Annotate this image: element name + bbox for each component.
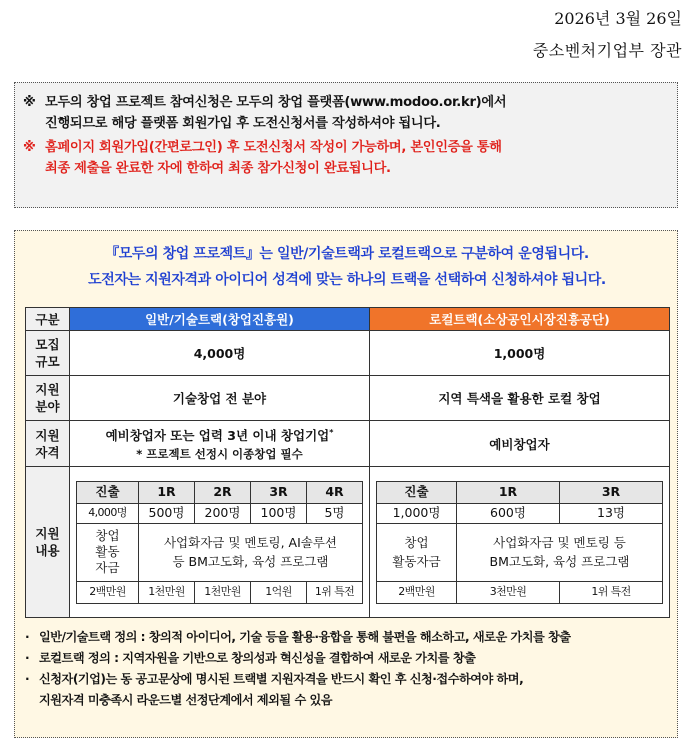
local-content: [370, 467, 670, 618]
activity-description: 사업화자금 및 멘토링 등 BM고도화, 육성 프로그램: [457, 523, 663, 581]
intro-text: 『모두의 창업 프로젝트』는 일반/기술트랙과 로컬트랙으로 구분하여 운영됩니다. 도전자는 지원자격과 아이디어 성격에 맞는 하나의 트랙을 선택하여 신청하셔야 됩니다.: [88, 246, 606, 288]
local-stage-table: [376, 481, 663, 604]
stage-header: 1R: [457, 481, 560, 503]
row-label-eligibility: 지원 자격: [26, 421, 70, 467]
stage-fund-row: [77, 581, 363, 603]
stage-count: 100명: [251, 503, 307, 523]
local-eligibility: 예비창업자: [370, 421, 670, 467]
general-content: [70, 467, 370, 618]
stage-count-row: [77, 503, 363, 523]
notice-box: [14, 82, 678, 208]
footnotes: [25, 627, 673, 711]
notice-warning-text: 홈페이지 회원가입(간편로그인) 후 도전신청서 작성이 가능하며, 본인인증을 통해 최종 제출을 완료한 자에 한하여 최종 참가신청이 완료됩니다.: [45, 140, 502, 176]
footnote-item: · 로컬트랙 정의 : 지역자원을 기반으로 창의성과 혁신성을 결합하여 새로운 가치를 창출: [25, 651, 476, 665]
stage-header: 2R: [195, 481, 251, 503]
stage-count: 600명: [457, 503, 560, 523]
activity-description: 사업화자금 및 멘토링, AI솔루션 등 BM고도화, 육성 프로그램: [139, 523, 363, 581]
stage-count: 200명: [195, 503, 251, 523]
local-track-header: 로컬트랙(소상공인시장진흥공단): [370, 308, 670, 331]
stage-count: 500명: [139, 503, 195, 523]
notice-line: [23, 92, 669, 134]
stage-header-row: [377, 481, 663, 503]
stage-count: 1,000명: [377, 503, 457, 523]
local-scale: 1,000명: [370, 331, 670, 376]
activity-label: 창업 활동 자금: [77, 523, 139, 581]
table-row-scale: [26, 331, 670, 376]
stage-fund: 2백만원: [377, 581, 457, 603]
general-field: 기술창업 전 분야: [70, 376, 370, 421]
eligibility-note: * 프로젝트 선정시 이종창업 필수: [136, 447, 303, 462]
general-eligibility: 예비창업자 또는 업력 3년 이내 창업기업* * 프로젝트 선정시 이종창업 필수: [70, 421, 370, 467]
footnote-item: · 일반/기술트랙 정의 : 창의적 아이디어, 기술 등을 활용·융합을 통해 불편을 해소하고, 새로운 가치를 창출: [25, 630, 571, 644]
reference-mark: ※: [23, 95, 36, 110]
reference-mark: ※: [23, 140, 36, 155]
stage-header: 3R: [251, 481, 307, 503]
stage-count: 4,000명: [77, 503, 139, 523]
table-row-content: [26, 467, 670, 618]
stage-activity-row: [377, 523, 663, 581]
stage-header: 3R: [560, 481, 663, 503]
general-track-header: 일반/기술트랙(창업진흥원): [70, 308, 370, 331]
table-header-row: [26, 308, 670, 331]
stage-header: 4R: [307, 481, 363, 503]
stage-fund: 1위 특전: [560, 581, 663, 603]
notice-warning-line: [23, 137, 669, 179]
stage-count: 5명: [307, 503, 363, 523]
row-label-scale: 모집 규모: [26, 331, 70, 376]
stage-count: 13명: [560, 503, 663, 523]
general-stage-table: [76, 481, 363, 604]
stage-fund: 3천만원: [457, 581, 560, 603]
track-comparison-table: [25, 307, 670, 618]
local-field: 지역 특색을 활용한 로컬 창업: [370, 376, 670, 421]
stage-fund: 2백만원: [77, 581, 139, 603]
notice-text: 모두의 창업 프로젝트 참여신청은 모두의 창업 플랫폼(www.modoo.or.kr)에서 진행되므로 해당 플랫폼 회원가입 후 도전신청서를 작성하셔야 됩니다.: [45, 95, 507, 131]
footnote-item: · 신청자(기업)는 동 공고문상에 명시된 트랙별 지원자격을 반드시 확인 후 신청·접수하여야 하며, 지원자격 미충족시 라운드별 선정단계에서 제외될 수 있음: [25, 672, 524, 707]
stage-fund: 1위 특전: [307, 581, 363, 603]
stage-header: 진출: [377, 481, 457, 503]
activity-label: 창업 활동자금: [377, 523, 457, 581]
announcement-date: 2026년 3월 26일: [554, 9, 682, 28]
stage-fund: 1억원: [251, 581, 307, 603]
table-row-eligibility: [26, 421, 670, 467]
table-row-field: [26, 376, 670, 421]
row-label-field: 지원 분야: [26, 376, 70, 421]
stage-fund-row: [377, 581, 663, 603]
stage-fund: 1천만원: [195, 581, 251, 603]
col-label: 구분: [26, 308, 70, 331]
stage-count-row: [377, 503, 663, 523]
general-scale: 4,000명: [70, 331, 370, 376]
stage-header: 1R: [139, 481, 195, 503]
stage-fund: 1천만원: [139, 581, 195, 603]
stage-activity-row: [77, 523, 363, 581]
stage-header-row: [77, 481, 363, 503]
stage-header: 진출: [77, 481, 139, 503]
issuer-minister: 중소벤처기업부 장관: [532, 41, 682, 60]
track-info-panel: [14, 230, 678, 738]
row-label-content: 지원 내용: [26, 467, 70, 618]
